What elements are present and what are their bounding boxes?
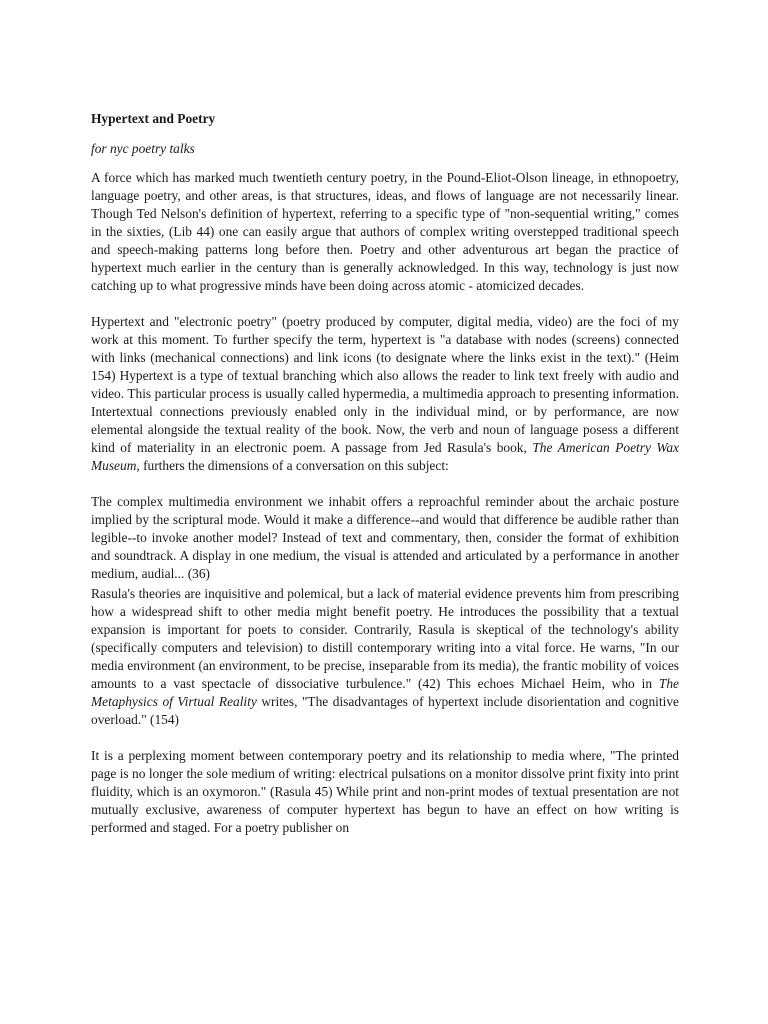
- paragraph-2-text-a: Hypertext and "electronic poetry" (poetry produced by computer, digital media, video) are the foci of my work at this moment. To further specify the term, hypertext is "a database with nodes (screens) connected with links (mechanical connections) and link icons (to designate where the links exist in the text)." (Heim 154) Hypertext is a type of textual branching which also allows the reader to link text freely with audio and video. This particular process is usually called hypermedia, a multimedia approach to presenting information. Intertextual connections previously enabled only in the individual mind, or by performance, are now elemental alongside the textual reality of the book. Now, the verb and noun of language posess a different kind of materiality in an electronic poem. A passage from Jed Rasula's book,: [91, 314, 679, 455]
- document-page: [91, 110, 679, 837]
- paragraph-3-text-a: Rasula's theories are inquisitive and polemical, but a lack of material evidence prevents him from prescribing how a widespread shift to other media might benefit poetry. He introduces the possibility that a textual expansion is important for poets to consider. Contrarily, Rasula is skeptical of the technology's ability (specifically computers and television) to distill contemporary writing into a vital force. He warns, "In our media environment (an environment, to be precise, inseparable from its media), the frantic mobility of voices amounts to a vast spectacle of dissociative turbulence." (42) This echoes Michael Heim, who in: [91, 586, 679, 691]
- document-subtitle: for nyc poetry talks: [91, 141, 195, 156]
- paragraph-4: It is a perplexing moment between contemporary poetry and its relationship to media where, "The printed page is no longer the sole medium of writing: electrical pulsations on a monitor dissolve print fixity into print fluidity, which is an oxymoron." (Rasula 45) While print and non-print modes of textual presentation are not mutually exclusive, awareness of computer hypertext has begun to have an effect on how writing is performed and staged. For a poetry publisher on: [91, 748, 679, 835]
- book-title-metaphysics: The Metaphysics of Virtual Reality: [91, 676, 679, 709]
- document-title: Hypertext and Poetry: [91, 111, 216, 126]
- block-quote: The complex multimedia environment we inhabit offers a reproachful reminder about the archaic posture implied by the scriptural mode. Would it make a difference--and would that difference be audible rather than legible--to invoke another model? Instead of text and commentary, then, consider the format of exhibition and soundtrack. A display in one medium, the visual is attended and articulated by a performance in another medium, audial... (36): [91, 494, 679, 581]
- book-title-wax-museum: The American Poetry Wax Museum: [91, 440, 679, 473]
- paragraph-2: [91, 313, 679, 475]
- paragraph-2-text-b: , furthers the dimensions of a conversation on this subject:: [136, 458, 449, 473]
- paragraph-3: [91, 585, 679, 729]
- paragraph-1: A force which has marked much twentieth century poetry, in the Pound-Eliot-Olson lineage, in ethnopoetry, language poetry, and other areas, is that structures, ideas, and flows of language are not necessarily linear. Though Ted Nelson's definition of hypertext, referring to a specific type of "non-sequential writing," comes in the sixties, (Lib 44) one can easily argue that authors of complex writing overstepped traditional speech and speech-making patterns long before then. Poetry and other adventurous art began the practice of hypertext much earlier in the century than is generally acknowledged. In this way, technology is just now catching up to what progressive minds have been doing across atomic - atomicized decades.: [91, 170, 679, 293]
- paragraph-3-text-b: writes, "The disadvantages of hypertext include disorientation and cognitive overload." (154): [91, 694, 679, 727]
